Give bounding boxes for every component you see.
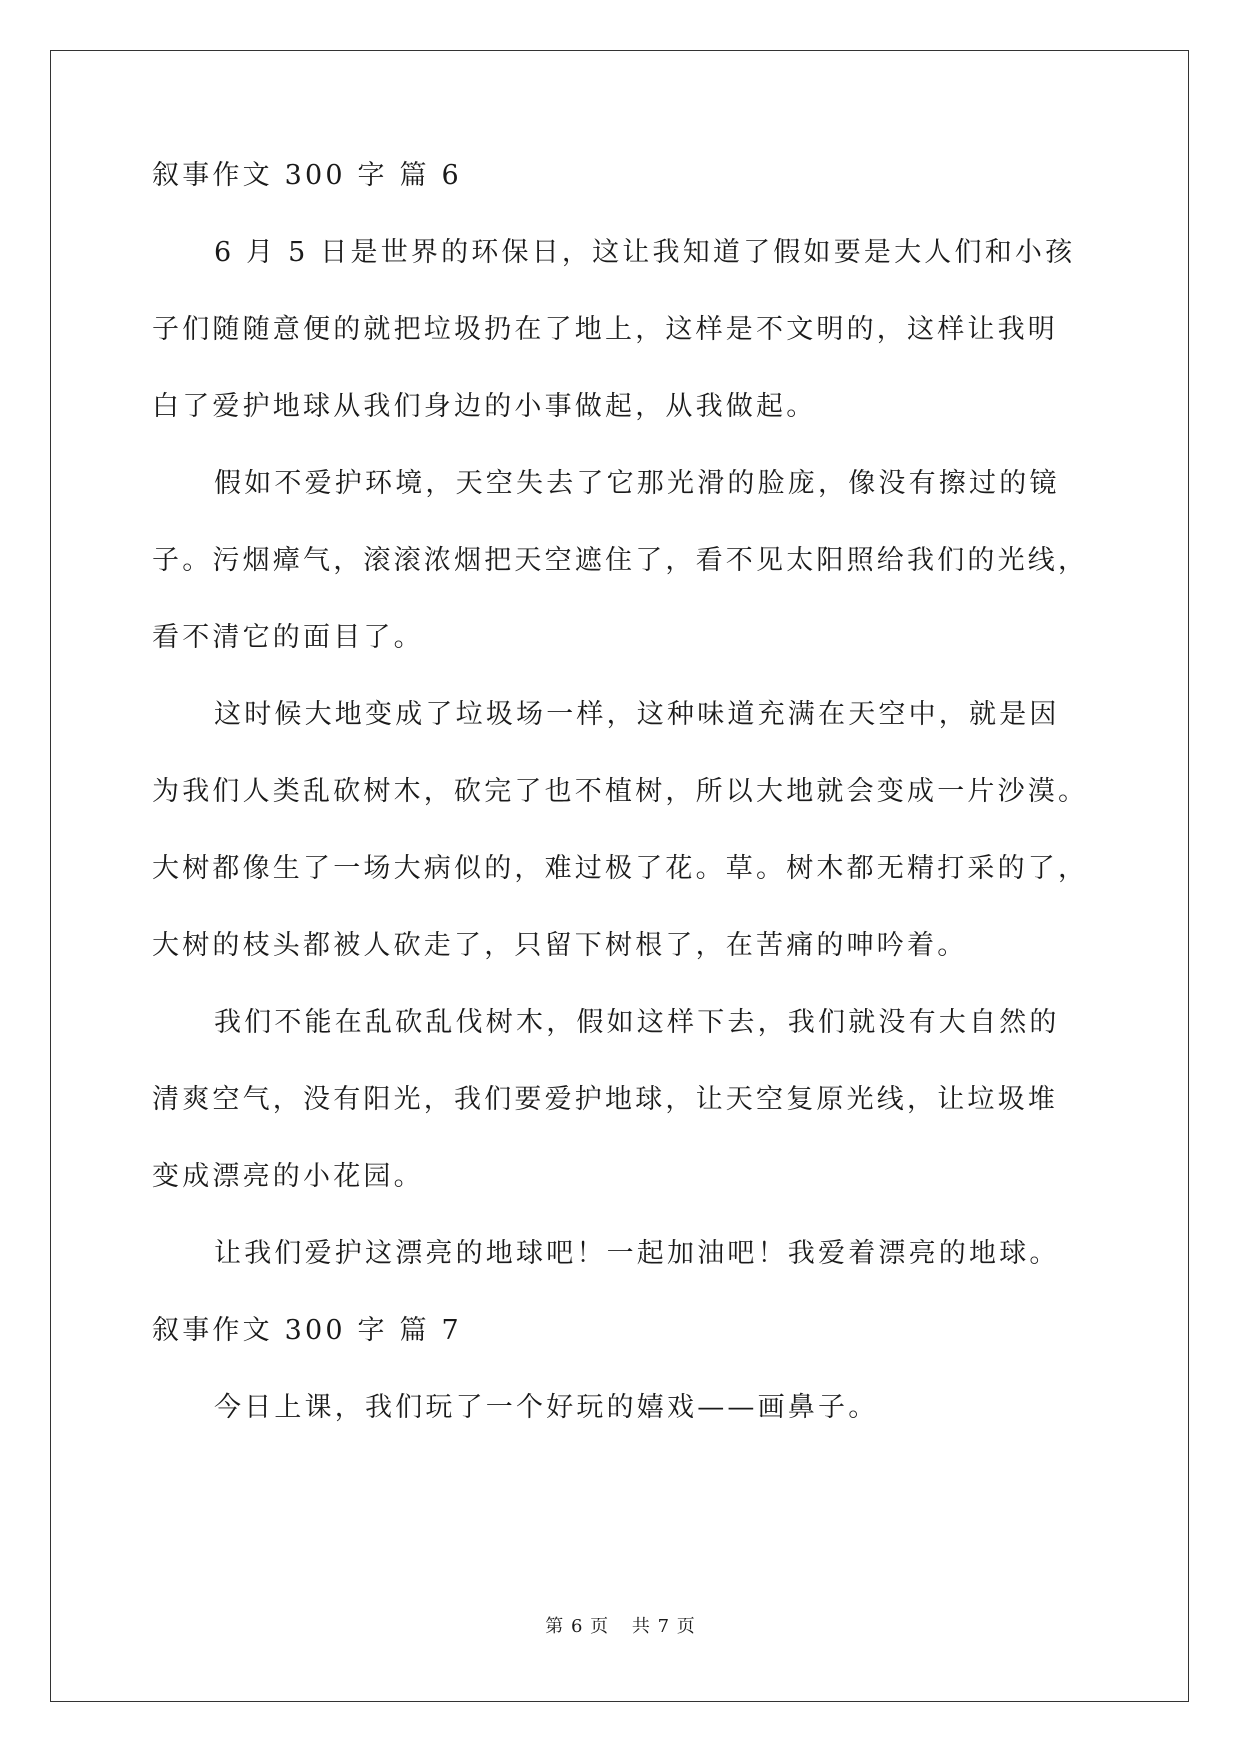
paragraph-line: 大树都像生了一场大病似的，难过极了花。草。树木都无精打采的了， bbox=[152, 853, 1089, 884]
paragraph-line: 变成漂亮的小花园。 bbox=[152, 1161, 424, 1192]
section-heading: 叙事作文 300 字 篇 6 bbox=[152, 160, 462, 191]
paragraph-line: 看不清它的面目了。 bbox=[152, 622, 424, 653]
paragraph-line: 子。污烟瘴气，滚滚浓烟把天空遮住了，看不见太阳照给我们的光线， bbox=[152, 545, 1089, 576]
paragraph-line: 这时候大地变成了垃圾场一样，这种味道充满在天空中，就是因 bbox=[214, 699, 1060, 730]
page-total: 共 7 页 bbox=[631, 1616, 696, 1637]
paragraph-line: 子们随随意便的就把垃圾扔在了地上，这样是不文明的，这样让我明 bbox=[152, 314, 1058, 345]
paragraph-line: 6 月 5 日是世界的环保日，这让我知道了假如要是大人们和小孩 bbox=[214, 237, 1076, 268]
paragraph-line: 大树的枝头都被人砍走了，只留下树根了，在苦痛的呻吟着。 bbox=[152, 930, 968, 961]
paragraph-line: 为我们人类乱砍树木，砍完了也不植树，所以大地就会变成一片沙漠。 bbox=[152, 776, 1089, 807]
page-footer bbox=[0, 1612, 1241, 1638]
paragraph-line: 清爽空气，没有阳光，我们要爱护地球，让天空复原光线，让垃圾堆 bbox=[152, 1084, 1058, 1115]
paragraph-line: 假如不爱护环境，天空失去了它那光滑的脸庞，像没有擦过的镜 bbox=[214, 468, 1060, 499]
paragraph-line: 今日上课，我们玩了一个好玩的嬉戏——画鼻子。 bbox=[214, 1392, 879, 1423]
paragraph-line: 白了爱护地球从我们身边的小事做起，从我做起。 bbox=[152, 391, 817, 422]
paragraph-line: 让我们爱护这漂亮的地球吧！一起加油吧！我爱着漂亮的地球。 bbox=[214, 1238, 1060, 1269]
page-number: 第 6 页 bbox=[545, 1616, 610, 1637]
section-heading: 叙事作文 300 字 篇 7 bbox=[152, 1315, 462, 1346]
paragraph-line: 我们不能在乱砍乱伐树木，假如这样下去，我们就没有大自然的 bbox=[214, 1007, 1060, 1038]
document-body bbox=[152, 158, 1092, 1467]
